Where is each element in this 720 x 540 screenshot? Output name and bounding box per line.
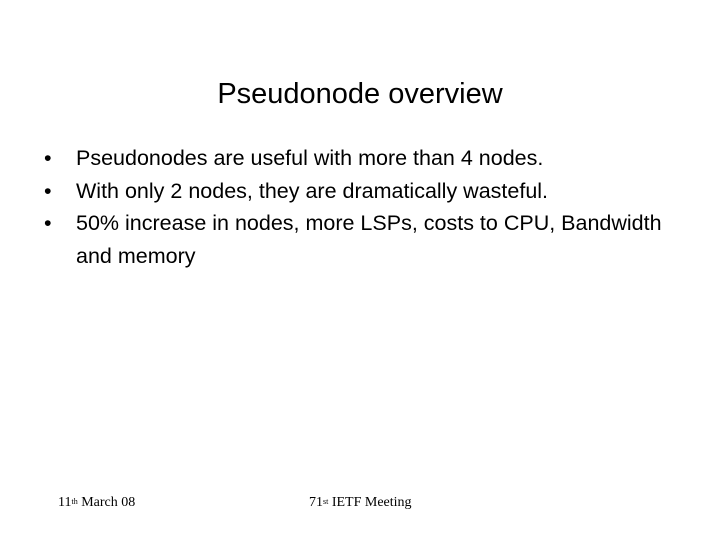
bullet-marker: •	[44, 146, 52, 170]
bullet-item	[44, 142, 684, 175]
bullet-text: Pseudonodes are useful with more than 4 nodes.	[76, 146, 544, 170]
bullet-text: 50% increase in nodes, more LSPs, costs to CPU, Bandwidth and memory	[76, 211, 662, 268]
footer-meeting-number: 71	[309, 495, 323, 510]
bullet-text: With only 2 nodes, they are dramatically wasteful.	[76, 178, 549, 203]
bullet-item	[44, 175, 684, 208]
bullet-marker: •	[44, 211, 52, 235]
footer-date-text: March 08	[77, 495, 136, 510]
bullet-marker: •	[44, 178, 52, 203]
footer-date-number: 11	[58, 495, 72, 510]
footer-date	[58, 494, 135, 512]
footer-meeting-suffix: st	[323, 497, 329, 506]
footer-meeting	[309, 494, 412, 512]
footer-meeting-text: IETF Meeting	[328, 495, 412, 510]
bullet-item	[44, 207, 684, 272]
bullet-list	[44, 142, 684, 272]
slide-title: Pseudonode overview	[217, 78, 503, 110]
footer-date-suffix: th	[71, 497, 78, 506]
